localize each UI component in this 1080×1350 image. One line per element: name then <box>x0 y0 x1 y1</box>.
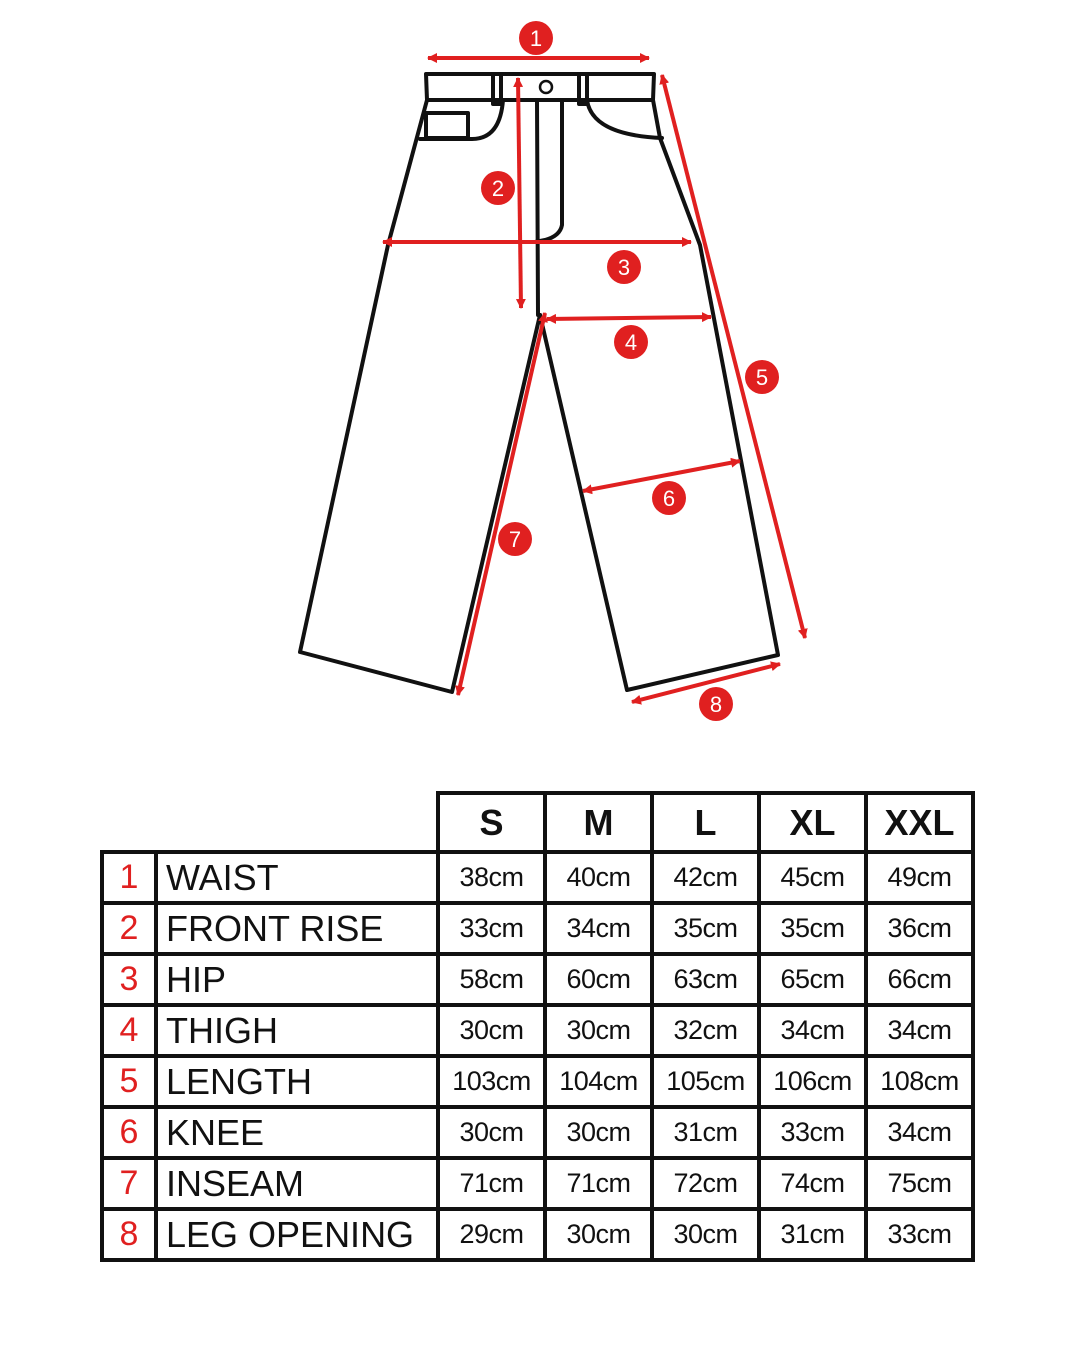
table-cell: 66cm <box>866 954 973 1005</box>
row-number: 2 <box>102 903 156 954</box>
measurement-name: HIP <box>156 954 438 1005</box>
marker-8 <box>699 687 733 721</box>
table-cell: 33cm <box>759 1107 866 1158</box>
table-cell: 49cm <box>866 852 973 903</box>
size-header-row <box>102 793 973 852</box>
table-cell: 35cm <box>652 903 759 954</box>
marker-7-label: 7 <box>508 527 522 552</box>
table-cell: 35cm <box>759 903 866 954</box>
right-front-pocket <box>587 100 662 138</box>
table-cell: 32cm <box>652 1005 759 1056</box>
header-blank <box>102 793 438 852</box>
table-cell: 30cm <box>545 1005 652 1056</box>
table-cell: 40cm <box>545 852 652 903</box>
table-row-length <box>102 1056 973 1107</box>
marker-1 <box>519 21 553 55</box>
measurement-name: KNEE <box>156 1107 438 1158</box>
table-cell: 30cm <box>652 1209 759 1260</box>
measurement-name: FRONT RISE <box>156 903 438 954</box>
table-row-thigh <box>102 1005 973 1056</box>
marker-7 <box>498 522 532 556</box>
row-number: 6 <box>102 1107 156 1158</box>
table-cell: 36cm <box>866 903 973 954</box>
row-number: 7 <box>102 1158 156 1209</box>
table-row-waist <box>102 852 973 903</box>
table-cell: 34cm <box>545 903 652 954</box>
table-cell: 30cm <box>545 1209 652 1260</box>
row-number: 1 <box>102 852 156 903</box>
table-cell: 30cm <box>438 1005 545 1056</box>
left-front-pocket <box>420 100 503 139</box>
table-cell: 34cm <box>759 1005 866 1056</box>
table-cell: 108cm <box>866 1056 973 1107</box>
measurement-name: THIGH <box>156 1005 438 1056</box>
table-row-front-rise <box>102 903 973 954</box>
table-cell: 106cm <box>759 1056 866 1107</box>
table-cell: 74cm <box>759 1158 866 1209</box>
row-number: 3 <box>102 954 156 1005</box>
row-number: 4 <box>102 1005 156 1056</box>
measurement-name: LENGTH <box>156 1056 438 1107</box>
marker-5 <box>745 360 779 394</box>
size-header-m: M <box>545 793 652 852</box>
marker-3-label: 3 <box>617 255 631 280</box>
table-row-leg-opening <box>102 1209 973 1260</box>
table-cell: 60cm <box>545 954 652 1005</box>
measurement-name: INSEAM <box>156 1158 438 1209</box>
row-number: 5 <box>102 1056 156 1107</box>
table-cell: 71cm <box>438 1158 545 1209</box>
table-cell: 31cm <box>652 1107 759 1158</box>
table-cell: 105cm <box>652 1056 759 1107</box>
marker-8-label: 8 <box>709 692 723 717</box>
table-cell: 34cm <box>866 1005 973 1056</box>
arrow-length <box>662 75 805 638</box>
marker-5-label: 5 <box>755 365 769 390</box>
marker-6 <box>652 481 686 515</box>
table-cell: 63cm <box>652 954 759 1005</box>
table-cell: 30cm <box>545 1107 652 1158</box>
table-cell: 33cm <box>438 903 545 954</box>
table-cell: 29cm <box>438 1209 545 1260</box>
table-cell: 71cm <box>545 1158 652 1209</box>
arrow-thigh <box>547 317 711 319</box>
size-header-xxl: XXL <box>866 793 973 852</box>
marker-3 <box>607 250 641 284</box>
marker-2 <box>481 171 515 205</box>
arrow-inseam <box>458 313 545 695</box>
arrow-front-rise <box>518 78 521 308</box>
table-cell: 42cm <box>652 852 759 903</box>
table-row-hip <box>102 954 973 1005</box>
table-cell: 33cm <box>866 1209 973 1260</box>
table-cell: 75cm <box>866 1158 973 1209</box>
table-row-knee <box>102 1107 973 1158</box>
marker-2-label: 2 <box>491 176 505 201</box>
table-cell: 45cm <box>759 852 866 903</box>
size-header-xl: XL <box>759 793 866 852</box>
row-number: 8 <box>102 1209 156 1260</box>
table-cell: 31cm <box>759 1209 866 1260</box>
marker-4 <box>614 325 648 359</box>
table-cell: 58cm <box>438 954 545 1005</box>
size-chart-table <box>100 791 975 1262</box>
table-cell: 103cm <box>438 1056 545 1107</box>
table-cell: 34cm <box>866 1107 973 1158</box>
table-cell: 38cm <box>438 852 545 903</box>
table-cell: 30cm <box>438 1107 545 1158</box>
size-header-l: L <box>652 793 759 852</box>
measurement-name: WAIST <box>156 852 438 903</box>
table-cell: 104cm <box>545 1056 652 1107</box>
pants-outline <box>300 74 778 692</box>
marker-6-label: 6 <box>662 486 676 511</box>
center-seam <box>537 100 538 315</box>
table-cell: 65cm <box>759 954 866 1005</box>
marker-1-label: 1 <box>529 26 543 51</box>
button-icon <box>540 81 552 93</box>
measurement-arrows <box>383 58 805 702</box>
marker-4-label: 4 <box>624 330 638 355</box>
measurement-name: LEG OPENING <box>156 1209 438 1260</box>
size-header-s: S <box>438 793 545 852</box>
table-row-inseam <box>102 1158 973 1209</box>
coin-pocket <box>426 113 468 138</box>
table-cell: 72cm <box>652 1158 759 1209</box>
